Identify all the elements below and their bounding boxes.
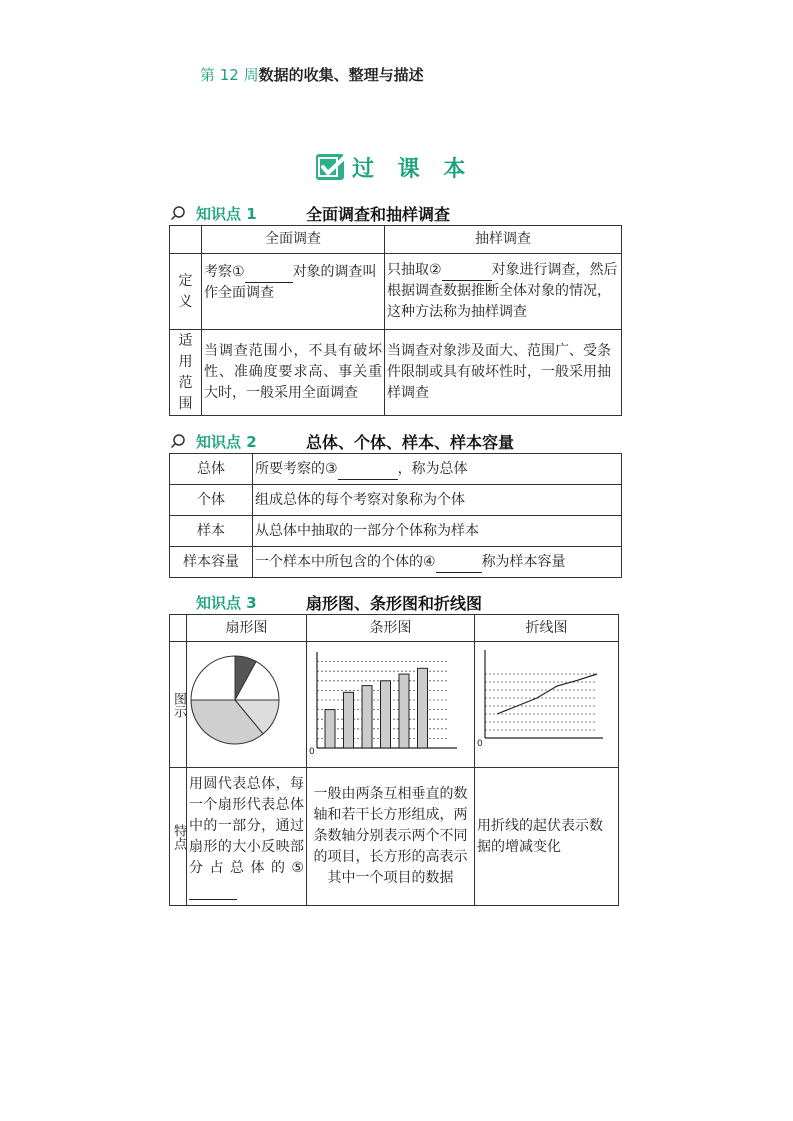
kp2-term-total: 总体 [170, 454, 253, 485]
blank-4 [436, 556, 482, 573]
axis-zero-label: 0 [309, 747, 315, 757]
kp2-desc-size: 一个样本中所包含的个体的④ 称为样本容量 [253, 547, 622, 578]
kp2-term-size: 样本容量 [170, 547, 253, 578]
pie-feature: 用圆代表总体，每一个扇形代表总体中的一部分，通过扇形的大小反映部分占总体的⑤ [187, 768, 307, 906]
blank-3 [338, 463, 398, 480]
kp3-col-pie: 扇形图 [187, 615, 307, 642]
kp1-col-full: 全面调查 [202, 226, 385, 254]
kp3-heading [170, 592, 482, 612]
kp1-heading [170, 203, 450, 223]
kp3-table [169, 614, 619, 906]
kp3-corner-cell [170, 615, 187, 642]
kp2-desc-individual: 组成总体的每个考察对象称为个体 [253, 485, 622, 516]
kp2-desc-total: 所要考察的③ ，称为总体 [253, 454, 622, 485]
section-banner [316, 152, 473, 182]
bar [418, 668, 428, 748]
kp1-scope-sample: 当调查对象涉及面大、范围广、受条件限制或具有破坏性时，一般采用抽样调查 [385, 330, 622, 416]
kp1-def-sample: 只抽取② 对象进行调查，然后根据调查数据推断全体对象的情况，这种方法称为抽样调查 [385, 254, 622, 330]
bar [381, 681, 391, 748]
bar [362, 686, 372, 748]
pie-chart-cell [187, 642, 307, 768]
magnifier-icon [170, 433, 186, 449]
blank-1 [245, 266, 293, 283]
pie-slice [191, 656, 235, 700]
kp2-term-individual: 个体 [170, 485, 253, 516]
kp2-label: 知识点 2 [196, 432, 257, 451]
line-chart [475, 642, 617, 760]
kp1-scope-label: 适 用 范 围 [170, 330, 202, 416]
week-title [200, 64, 424, 85]
week-topic: 数据的收集、整理与描述 [258, 66, 424, 84]
bar [325, 710, 335, 748]
line-feature: 用折线的起伏表示数据的增减变化 [475, 768, 619, 906]
bar-chart-cell [307, 642, 475, 768]
kp2-heading [170, 431, 514, 451]
bar-chart [307, 642, 473, 760]
kp3-col-line: 折线图 [475, 615, 619, 642]
blank-2 [442, 264, 492, 281]
line-series [497, 674, 597, 714]
section-title: 过 课 本 [352, 156, 474, 182]
kp2-table [169, 453, 622, 578]
kp1-def-full: 考察① 对象的调查叫作全面调查 [202, 254, 385, 330]
check-box-icon [316, 154, 344, 180]
kp1-title: 全面调查和抽样调查 [306, 204, 451, 224]
kp1-label: 知识点 1 [196, 204, 257, 223]
kp2-title: 总体、个体、样本、样本容量 [306, 432, 515, 452]
kp3-title: 扇形图、条形图和折线图 [306, 593, 483, 613]
magnifier-icon [170, 205, 186, 221]
kp1-def-label: 定 义 [170, 254, 202, 330]
line-chart-cell [475, 642, 619, 768]
axis-zero-label: 0 [477, 739, 483, 749]
kp1-table [169, 225, 622, 416]
kp2-term-sample: 样本 [170, 516, 253, 547]
blank-5 [189, 883, 237, 900]
kp2-desc-sample: 从总体中抽取的一部分个体称为样本 [253, 516, 622, 547]
week-label: 第 12 周 [200, 66, 259, 84]
kp3-feat-label: 特点 [170, 768, 187, 906]
kp1-col-sample: 抽样调查 [385, 226, 622, 254]
magnifier-spacer [170, 594, 186, 610]
pie-chart [187, 642, 305, 760]
kp1-corner-cell [170, 226, 202, 254]
kp3-col-bar: 条形图 [307, 615, 475, 642]
kp1-scope-full: 当调查范围小，不具有破坏性、准确度要求高、事关重大时，一般采用全面调查 [202, 330, 385, 416]
bar [399, 674, 409, 748]
kp3-label: 知识点 3 [196, 593, 257, 612]
bar [344, 692, 354, 748]
bar-feature: 一般由两条互相垂直的数轴和若干长方形组成，两条数轴分别表示两个不同的项目，长方形的高表示其中一个项目的数据 [307, 768, 475, 906]
kp3-fig-label: 图示 [170, 642, 187, 768]
